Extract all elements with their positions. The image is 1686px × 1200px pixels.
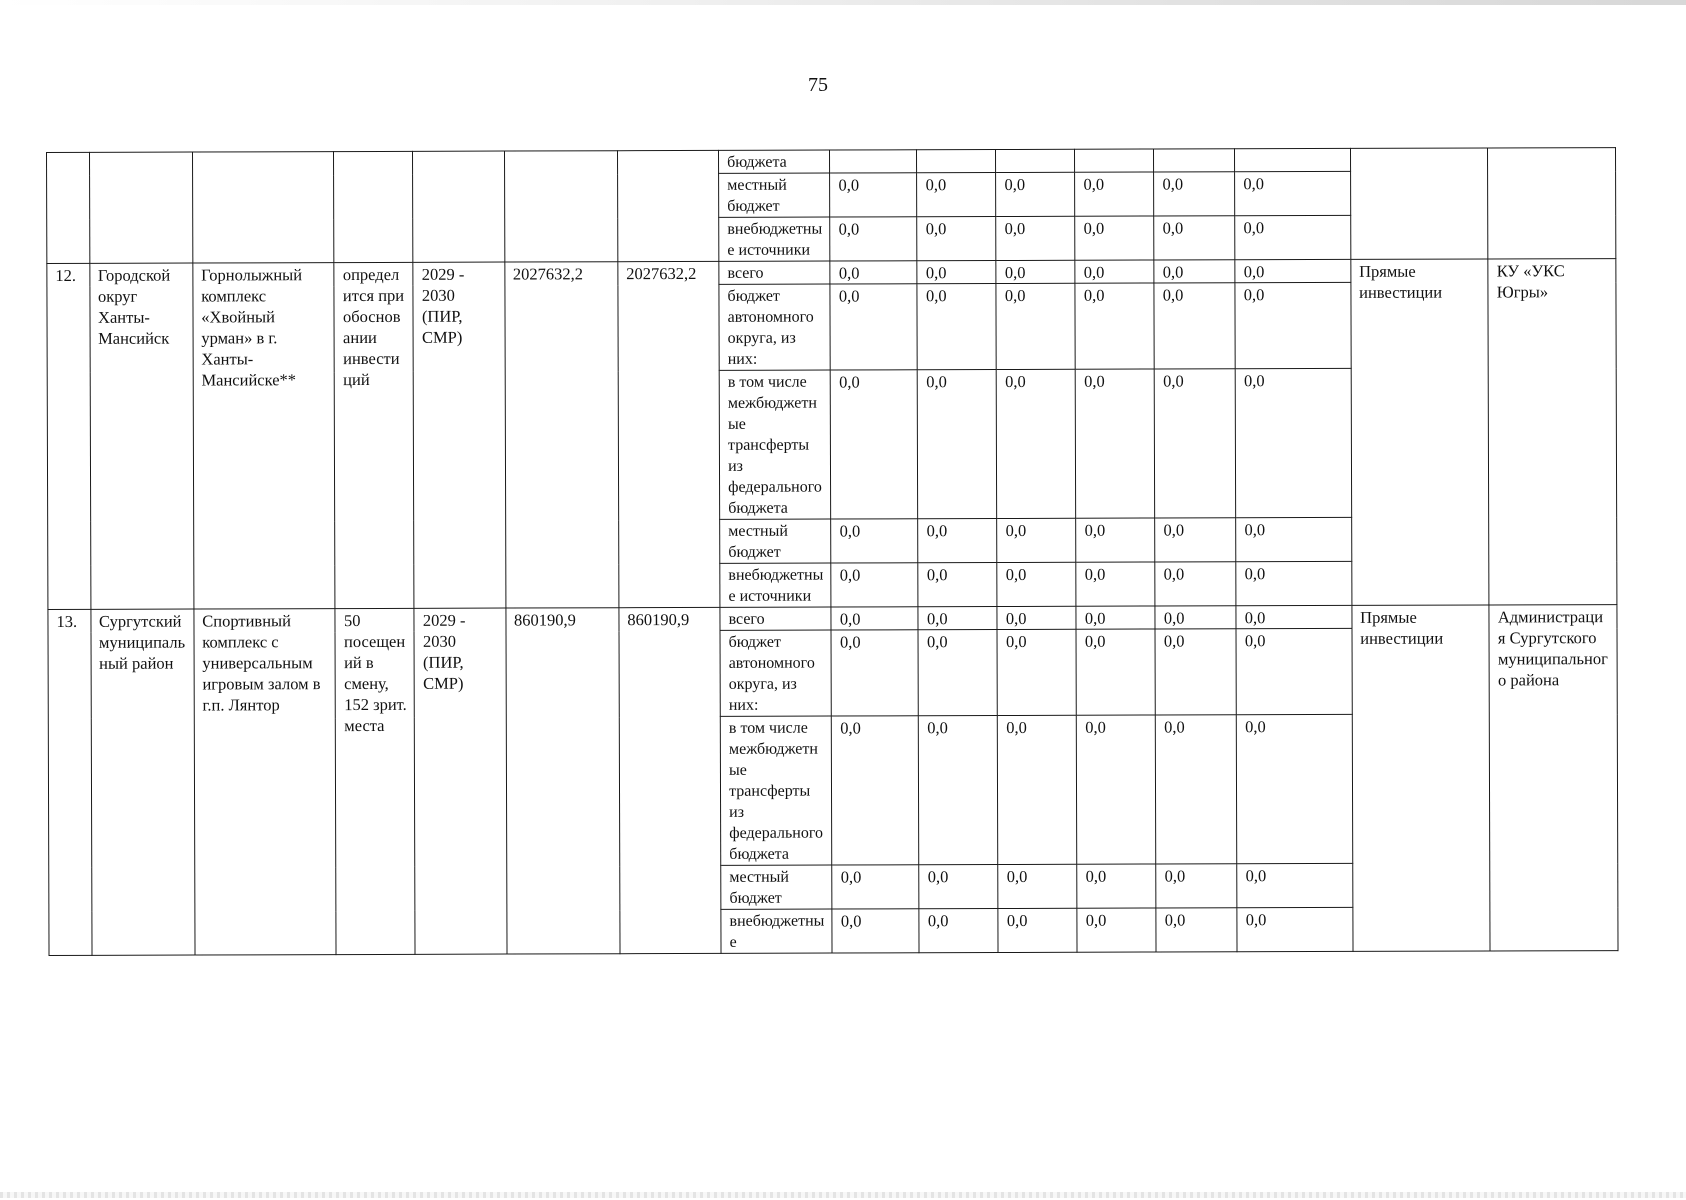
funding-value: 0,0 bbox=[832, 865, 919, 909]
funding-value: 0,0 bbox=[1236, 517, 1352, 561]
funding-value: 0,0 bbox=[918, 630, 997, 716]
project-responsible: Администрация Сургутского муниципального района bbox=[1489, 605, 1618, 951]
funding-value: 0,0 bbox=[1155, 629, 1236, 715]
funding-value: 0,0 bbox=[1236, 605, 1351, 628]
funding-value: 0,0 bbox=[996, 260, 1075, 283]
table-body bbox=[47, 148, 1619, 956]
project-capacity: 50 посещений в смену, 152 зрит. места bbox=[335, 608, 415, 954]
continuation-remaining-cost-cell bbox=[617, 150, 719, 261]
project-period: 2029 - 2030 (ПИР, СМР) bbox=[413, 262, 505, 608]
funding-value: 0,0 bbox=[830, 284, 917, 370]
funding-value: 0,0 bbox=[919, 909, 998, 953]
funding-value: 0,0 bbox=[830, 173, 917, 217]
funding-value: 0,0 bbox=[918, 607, 997, 630]
funding-value: 0,0 bbox=[918, 563, 997, 607]
funding-value: 0,0 bbox=[1155, 606, 1236, 629]
project-capacity: определится при обосновании инвестиций bbox=[334, 262, 414, 608]
project-estimated-cost: 2027632,2 bbox=[504, 262, 618, 608]
funding-value: 0,0 bbox=[1236, 628, 1352, 714]
project-municipality: Сургутский муниципальный район bbox=[90, 609, 194, 955]
project-number: 12. bbox=[47, 263, 91, 609]
funding-source-label: в том числе межбюджетные трансферты из федерального бюджета bbox=[719, 370, 831, 519]
funding-value: 0,0 bbox=[1075, 260, 1154, 283]
project-period: 2029 - 2030 (ПИР, СМР) bbox=[414, 608, 506, 954]
funding-value: 0,0 bbox=[998, 908, 1077, 952]
funding-source-label: бюджета bbox=[719, 150, 830, 173]
project-responsible: КУ «УКС Югры» bbox=[1488, 259, 1617, 605]
funding-value bbox=[1154, 149, 1235, 172]
investment-table bbox=[46, 147, 1619, 956]
funding-value: 0,0 bbox=[830, 217, 917, 261]
table-row bbox=[48, 605, 1617, 633]
funding-value: 0,0 bbox=[1156, 864, 1237, 908]
continuation-estimated-cost-cell bbox=[504, 151, 618, 262]
funding-source-label: внебюджетные источники bbox=[719, 217, 830, 261]
project-object: Спортивный комплекс с универсальным игровым залом в г.п. Лянтор bbox=[194, 609, 337, 955]
funding-value: 0,0 bbox=[1235, 368, 1351, 517]
funding-value: 0,0 bbox=[832, 716, 920, 865]
funding-value: 0,0 bbox=[831, 563, 918, 607]
funding-value bbox=[1075, 149, 1154, 172]
funding-value: 0,0 bbox=[831, 630, 918, 716]
funding-value: 0,0 bbox=[830, 261, 917, 284]
funding-source-label: всего bbox=[719, 261, 830, 284]
funding-value: 0,0 bbox=[996, 172, 1075, 216]
project-remaining-cost: 860190,9 bbox=[619, 607, 721, 953]
funding-value: 0,0 bbox=[997, 606, 1076, 629]
funding-value: 0,0 bbox=[1235, 215, 1351, 259]
continuation-responsible-cell bbox=[1488, 148, 1616, 259]
funding-value: 0,0 bbox=[1155, 518, 1236, 562]
funding-value: 0,0 bbox=[1156, 908, 1237, 952]
funding-value: 0,0 bbox=[1075, 216, 1154, 260]
project-mechanism: Прямые инвестиции bbox=[1351, 259, 1490, 605]
funding-value: 0,0 bbox=[997, 629, 1076, 715]
funding-value: 0,0 bbox=[1154, 216, 1235, 260]
funding-value bbox=[996, 149, 1075, 172]
funding-value: 0,0 bbox=[1237, 714, 1353, 863]
funding-value: 0,0 bbox=[997, 369, 1076, 518]
funding-value: 0,0 bbox=[998, 864, 1077, 908]
scan-edge-top bbox=[0, 0, 1686, 5]
project-mechanism: Прямые инвестиции bbox=[1352, 605, 1491, 951]
funding-value: 0,0 bbox=[997, 518, 1076, 562]
funding-value: 0,0 bbox=[919, 716, 998, 865]
funding-value: 0,0 bbox=[1075, 172, 1154, 216]
funding-value: 0,0 bbox=[1237, 907, 1353, 951]
project-object: Горнолыжный комплекс «Хвойный урман» в г. Ханты-Мансийске** bbox=[193, 263, 336, 609]
funding-value: 0,0 bbox=[1076, 369, 1155, 518]
funding-source-label: внебюджетные bbox=[721, 909, 832, 953]
funding-value: 0,0 bbox=[1156, 715, 1237, 864]
funding-value: 0,0 bbox=[996, 283, 1075, 369]
funding-value: 0,0 bbox=[1237, 863, 1353, 907]
funding-source-label: в том числе межбюджетные трансферты из федерального бюджета bbox=[720, 716, 832, 865]
funding-value: 0,0 bbox=[998, 715, 1077, 864]
funding-value bbox=[917, 150, 996, 173]
table-row bbox=[47, 148, 1616, 176]
funding-value: 0,0 bbox=[1076, 562, 1155, 606]
funding-value: 0,0 bbox=[1155, 562, 1236, 606]
page-number: 75 bbox=[808, 74, 828, 96]
funding-value: 0,0 bbox=[997, 562, 1076, 606]
project-number: 13. bbox=[48, 609, 92, 955]
funding-value: 0,0 bbox=[996, 216, 1075, 260]
funding-source-label: местный бюджет bbox=[719, 173, 830, 217]
table-row bbox=[47, 259, 1616, 287]
funding-value: 0,0 bbox=[832, 909, 919, 953]
funding-value bbox=[830, 150, 917, 173]
funding-value: 0,0 bbox=[1075, 283, 1154, 369]
funding-value: 0,0 bbox=[917, 217, 996, 261]
funding-source-label: местный бюджет bbox=[721, 865, 832, 909]
funding-value: 0,0 bbox=[1154, 283, 1235, 369]
funding-value: 0,0 bbox=[919, 865, 998, 909]
funding-value: 0,0 bbox=[1077, 908, 1156, 952]
funding-value: 0,0 bbox=[1235, 282, 1351, 368]
funding-value: 0,0 bbox=[1077, 715, 1156, 864]
funding-value: 0,0 bbox=[918, 370, 997, 519]
continuation-object-cell bbox=[192, 152, 334, 263]
funding-value: 0,0 bbox=[917, 261, 996, 284]
funding-source-label: местный бюджет bbox=[720, 519, 831, 563]
scan-edge-bottom bbox=[0, 1192, 1686, 1198]
funding-value: 0,0 bbox=[1236, 561, 1352, 605]
continuation-period-cell bbox=[413, 151, 504, 262]
project-estimated-cost: 860190,9 bbox=[505, 608, 619, 954]
project-remaining-cost: 2027632,2 bbox=[618, 261, 720, 607]
continuation-mechanism-cell bbox=[1350, 148, 1488, 259]
funding-value: 0,0 bbox=[1154, 172, 1235, 216]
funding-value bbox=[1235, 148, 1350, 171]
funding-value: 0,0 bbox=[917, 284, 996, 370]
funding-value: 0,0 bbox=[917, 173, 996, 217]
funding-value: 0,0 bbox=[1076, 518, 1155, 562]
funding-value: 0,0 bbox=[1077, 864, 1156, 908]
funding-value: 0,0 bbox=[1235, 171, 1351, 215]
funding-value: 0,0 bbox=[1076, 629, 1155, 715]
funding-source-label: бюджет автономного округа, из них: bbox=[719, 284, 831, 370]
project-municipality: Городской округ Ханты-Мансийск bbox=[89, 263, 193, 609]
continuation-municipality-cell bbox=[89, 152, 193, 263]
funding-value: 0,0 bbox=[1155, 369, 1236, 518]
funding-value: 0,0 bbox=[1235, 259, 1350, 282]
funding-source-label: внебюджетные источники bbox=[720, 563, 831, 607]
funding-value: 0,0 bbox=[918, 519, 997, 563]
funding-value: 0,0 bbox=[831, 607, 918, 630]
funding-value: 0,0 bbox=[831, 370, 919, 519]
continuation-capacity-cell bbox=[334, 151, 413, 262]
continuation-number-cell bbox=[47, 152, 90, 263]
funding-value: 0,0 bbox=[1076, 606, 1155, 629]
funding-value: 0,0 bbox=[1154, 260, 1235, 283]
funding-value: 0,0 bbox=[831, 519, 918, 563]
funding-source-label: всего bbox=[720, 607, 831, 630]
funding-source-label: бюджет автономного округа, из них: bbox=[720, 630, 832, 716]
